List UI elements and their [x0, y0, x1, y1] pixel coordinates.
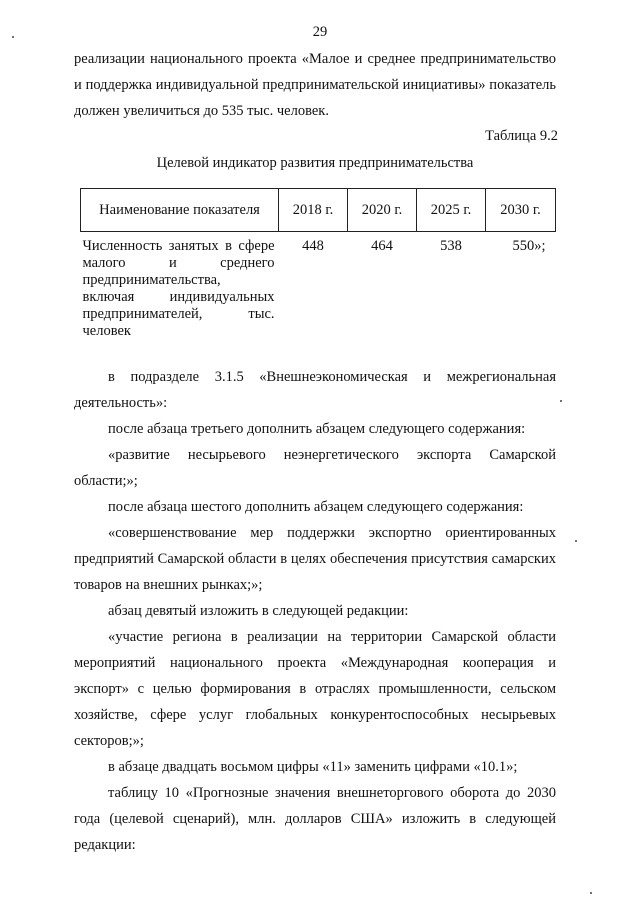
body-paragraph-6: абзац девятый изложить в следующей редакции:: [108, 603, 409, 619]
header-2030: 2030 г.: [485, 189, 555, 232]
indicator-table: [80, 188, 556, 340]
header-2018: 2018 г.: [279, 189, 348, 232]
table-header-row: [81, 189, 556, 232]
scan-speck: [560, 400, 562, 402]
table-caption: Таблица 9.2: [485, 128, 558, 144]
scan-speck: [575, 540, 577, 542]
header-2020: 2020 г.: [348, 189, 417, 232]
row-value-2030: 550»;: [512, 238, 546, 254]
header-2025: 2025 г.: [416, 189, 485, 232]
body-paragraph-9: таблицу 10 «Прогнозные значения внешнеторгового оборота до 2030 года (целевой сценарий), млн. долларов США» изложить в следующей редакции:: [74, 785, 556, 853]
table-row: [81, 232, 556, 341]
body-paragraph-2: после абзаца третьего дополнить абзацем следующего содержания:: [108, 421, 526, 437]
body-paragraph-8: в абзаце двадцать восьмом цифры «11» заменить цифрами «10.1»;: [108, 759, 518, 775]
table-title: Целевой индикатор развития предпринимательства: [156, 155, 474, 171]
scan-speck: [590, 892, 592, 894]
body-paragraph-5: «совершенствование мер поддержки экспортно ориентированных предприятий Самарской области в целях обеспечения присутствия самарских товаров на внешних рынках;»;: [74, 525, 556, 593]
row-value-2025: 538: [440, 238, 462, 254]
body-paragraph-7: «участие региона в реализации на территории Самарской области мероприятий национального проекта «Международная кооперация и экспорт» с целью формирования в отраслях промышленности, сельском хозяйстве, сфере услуг глобальных конкурентоспособных несырьевых секторов;»;: [74, 629, 556, 749]
scan-speck: [12, 36, 14, 38]
body-paragraph-3: «развитие несырьевого неэнергетического экспорта Самарской области;»;: [74, 447, 556, 489]
page-number: 29: [312, 24, 328, 40]
intro-paragraph: реализации национального проекта «Малое и среднее предпринимательство и поддержка индивидуальной предпринимательской инициативы» показатель должен увеличиться до 535 тыс. человек.: [74, 51, 556, 119]
body-paragraph-1: в подразделе 3.1.5 «Внешнеэкономическая и межрегиональная деятельность»:: [74, 369, 556, 411]
row-value-2020: 464: [371, 238, 393, 254]
row-value-2018: 448: [302, 238, 324, 254]
body-paragraph-4: после абзаца шестого дополнить абзацем следующего содержания:: [108, 499, 524, 515]
row-indicator-name: Численность занятых в сфере малого и среднего предпринимательства, включая индивидуальных предпринимателей, тыс. человек: [82, 238, 275, 339]
header-indicator-name: Наименование показателя: [81, 189, 279, 232]
body-text-block: [74, 364, 556, 858]
intro-paragraph-block: [74, 46, 556, 124]
